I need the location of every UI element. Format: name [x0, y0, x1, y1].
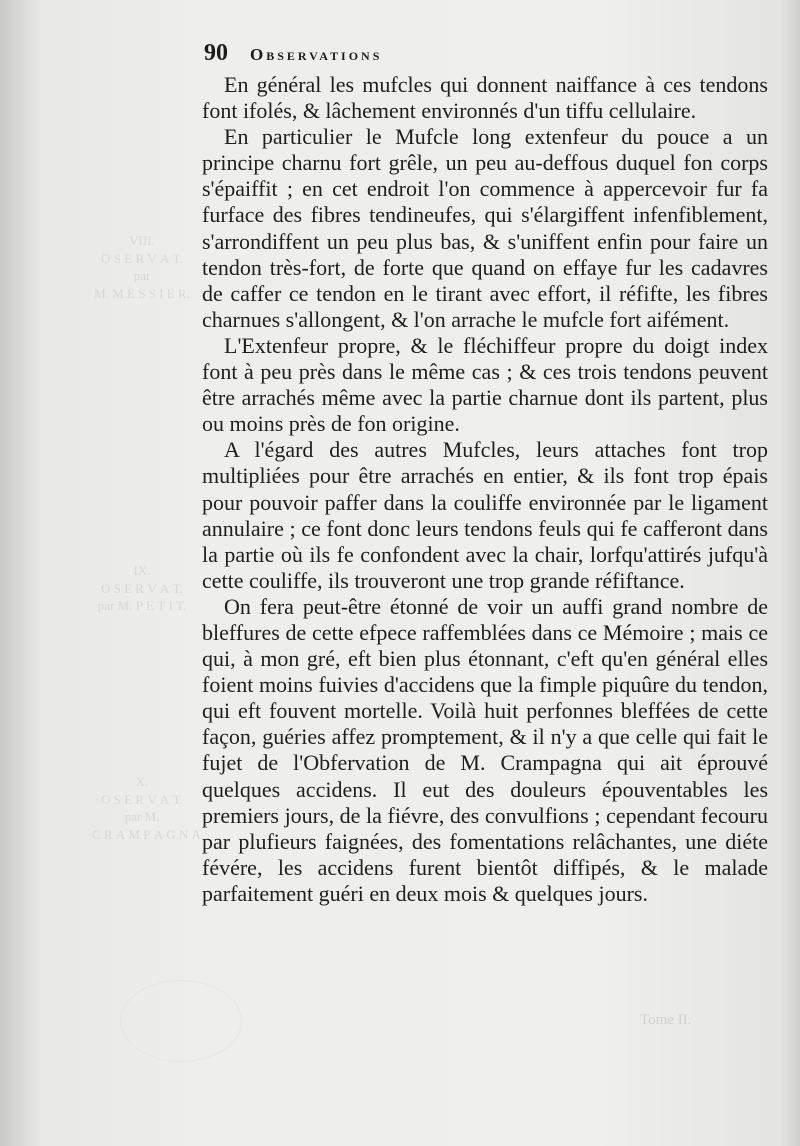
- show-through-text: Tome II.: [640, 1012, 692, 1028]
- running-title: Observations: [250, 45, 383, 64]
- paragraph: En général les mufcles qui donnent naiffance à ces tendons font ifolés, & lâchement environnés d'un tiffu cellulaire.: [202, 72, 768, 124]
- paragraph: A l'égard des autres Mufcles, leurs attaches font trop multipliées pour être arrachés en entier, & ils font trop épais pour pouvoir paffer dans la couliffe environnée par le ligament annulaire ; ce font donc leurs tendons feuls qui fe cafferont dans la partie où ils fe confondent avec la chair, lorfqu'attirés jufqu'à cette couliffe, ils trouveront une trop grande réfiftance.: [202, 437, 768, 593]
- paragraph: L'Extenfeur propre, & le fléchiffeur propre du doigt index font à peu près dans le même cas ; & ces trois tendons peuvent être arrachés même avec la partie charnue dont ils partent, plus ou moins près de fon origine.: [202, 332, 768, 437]
- paragraph: En particulier le Mufcle long extenfeur du pouce a un principe charnu fort grêle, un peu au-deffous duquel fon corps s'épaiffit ; en cet endroit l'on commence à appercevoir fur fa furface des fibres tendineufes, qui s'élargiffent infenfiblement, s'arrondiffent un peu plus bas, & s'uniffent enfin pour faire un tendon très-fort, de forte que quand on effaye fur les cadavres de caffer ce tendon en le tirant avec effort, il réfifte, les fibres charnues s'allongent, & l'on arrache le mufcle fort aifément.: [202, 124, 768, 332]
- show-through-margin-note: IX. O S E R V A T. par M. P E T I T.: [97, 563, 187, 614]
- paragraph: On fera peut-être étonné de voir un auffi grand nombre de bleffures de cette efpece raffemblées dans ce Mémoire ; mais ce qui, à mon gré, eft bien plus étonnant, c'eft qu'en général elles foient moins fuivies d'accidens que la fimple piquûre du tendon, qui eft fouvent mortelle. Voilà huit perfonnes bleffées de cette façon, guéries affez promptement, & il n'y a que celle qui fait le fujet de l'Obfervation de M. Crampagna qui ait éprouvé quelques accidens. Il eut des douleurs épouventables les premiers jours, de la fiévre, des convulfions ; cependant fecouru par plufieurs faignées, des fomentations relâchantes, une diéte févére, les accidens furent bientôt diffipés, & le malade parfaitement guéri en deux mois & quelques jours.: [202, 593, 768, 906]
- main-text: [202, 72, 768, 907]
- show-through-margin-note: X. O S E R V A T. par M. C R A M P A G N A.: [92, 774, 205, 842]
- page-number: 90: [204, 40, 228, 66]
- show-through-ornament: [120, 980, 242, 1062]
- show-through-margin-note: VIII. O S E R V A T. par M. M E S S I E R.: [94, 233, 190, 301]
- page-header: [204, 40, 764, 68]
